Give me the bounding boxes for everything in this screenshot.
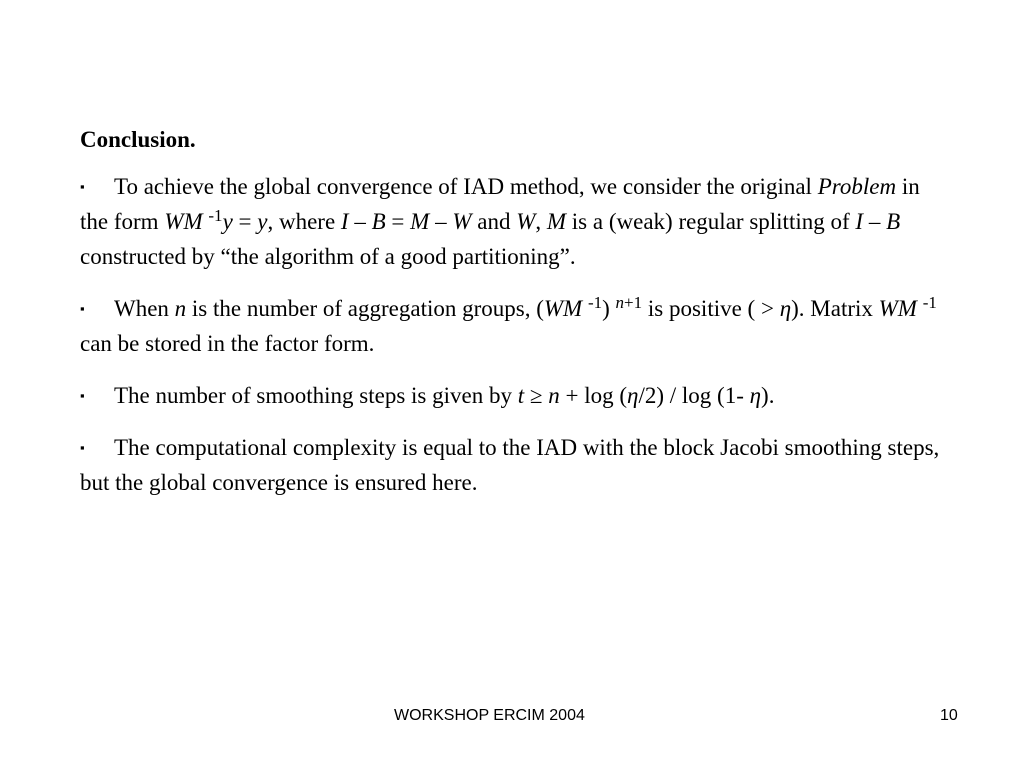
text-segment: B	[371, 209, 386, 234]
text-segment: WM	[164, 209, 209, 234]
bullet-square-icon: ▪	[80, 440, 85, 455]
text-segment: To achieve the global convergence of IAD method, we consider the original	[114, 174, 818, 199]
text-segment: η	[749, 383, 762, 408]
bullet-paragraph	[80, 169, 940, 274]
page-number: 10	[940, 707, 958, 724]
text-segment: and	[471, 209, 517, 234]
text-segment: ).	[761, 383, 775, 408]
text-segment: ). Matrix	[791, 296, 879, 321]
text-segment: -1	[587, 293, 603, 312]
text-segment: t	[517, 383, 525, 408]
text-segment: n	[615, 293, 625, 312]
text-segment: I	[855, 209, 864, 234]
text-segment: WM	[878, 296, 923, 321]
text-segment: Problem	[817, 174, 897, 199]
text-segment: is positive ( >	[642, 296, 780, 321]
text-segment: –	[429, 209, 453, 234]
bullet-list	[80, 169, 940, 500]
bullet-paragraph	[80, 291, 940, 361]
text-segment: =	[385, 209, 411, 234]
slide-content	[80, 122, 940, 517]
text-segment: –	[348, 209, 372, 234]
text-segment: η	[779, 296, 792, 321]
text-segment: y	[257, 209, 268, 234]
text-segment: -1	[922, 293, 937, 312]
text-segment: y	[222, 209, 233, 234]
slide-heading: Conclusion.	[80, 127, 196, 152]
bullet-square-icon: ▪	[80, 388, 85, 403]
text-segment: +1	[624, 293, 643, 312]
text-segment: )	[602, 296, 616, 321]
text-segment: n	[174, 296, 187, 321]
text-segment: , where	[267, 209, 341, 234]
text-segment: When	[114, 296, 175, 321]
text-segment: B	[886, 209, 901, 234]
text-segment: I	[340, 209, 349, 234]
text-segment: W	[516, 209, 536, 234]
text-segment: n	[548, 383, 560, 408]
text-segment: ≥	[524, 383, 549, 408]
text-segment: ,	[535, 209, 547, 234]
text-segment: η	[627, 383, 639, 408]
text-segment: M	[410, 209, 430, 234]
text-segment: WM	[543, 296, 588, 321]
bullet-square-icon: ▪	[80, 301, 85, 316]
text-segment: =	[232, 209, 258, 234]
text-segment: + log (	[559, 383, 628, 408]
bullet-square-icon: ▪	[80, 179, 85, 194]
text-segment: -1	[208, 206, 223, 225]
text-segment: The computational complexity is equal to the IAD with the block Jacobi smoothing steps, but the global convergence is ensured here.	[80, 435, 940, 495]
text-segment: The number of smoothing steps is given by	[114, 383, 518, 408]
text-segment: W	[452, 209, 472, 234]
text-segment: /2) / log (1-	[638, 383, 750, 408]
footer-text: WORKSHOP ERCIM 2004	[394, 707, 585, 724]
text-segment: is a (weak) regular splitting of	[566, 209, 856, 234]
text-segment: can be stored in the factor form.	[80, 331, 375, 356]
bullet-paragraph	[80, 378, 940, 413]
text-segment: is the number of aggregation groups, (	[186, 296, 544, 321]
text-segment: constructed by “the algorithm of a good partitioning”.	[80, 244, 576, 269]
text-segment: –	[863, 209, 887, 234]
text-segment: in the form	[80, 174, 920, 234]
bullet-paragraph	[80, 430, 940, 500]
text-segment: M	[546, 209, 567, 234]
